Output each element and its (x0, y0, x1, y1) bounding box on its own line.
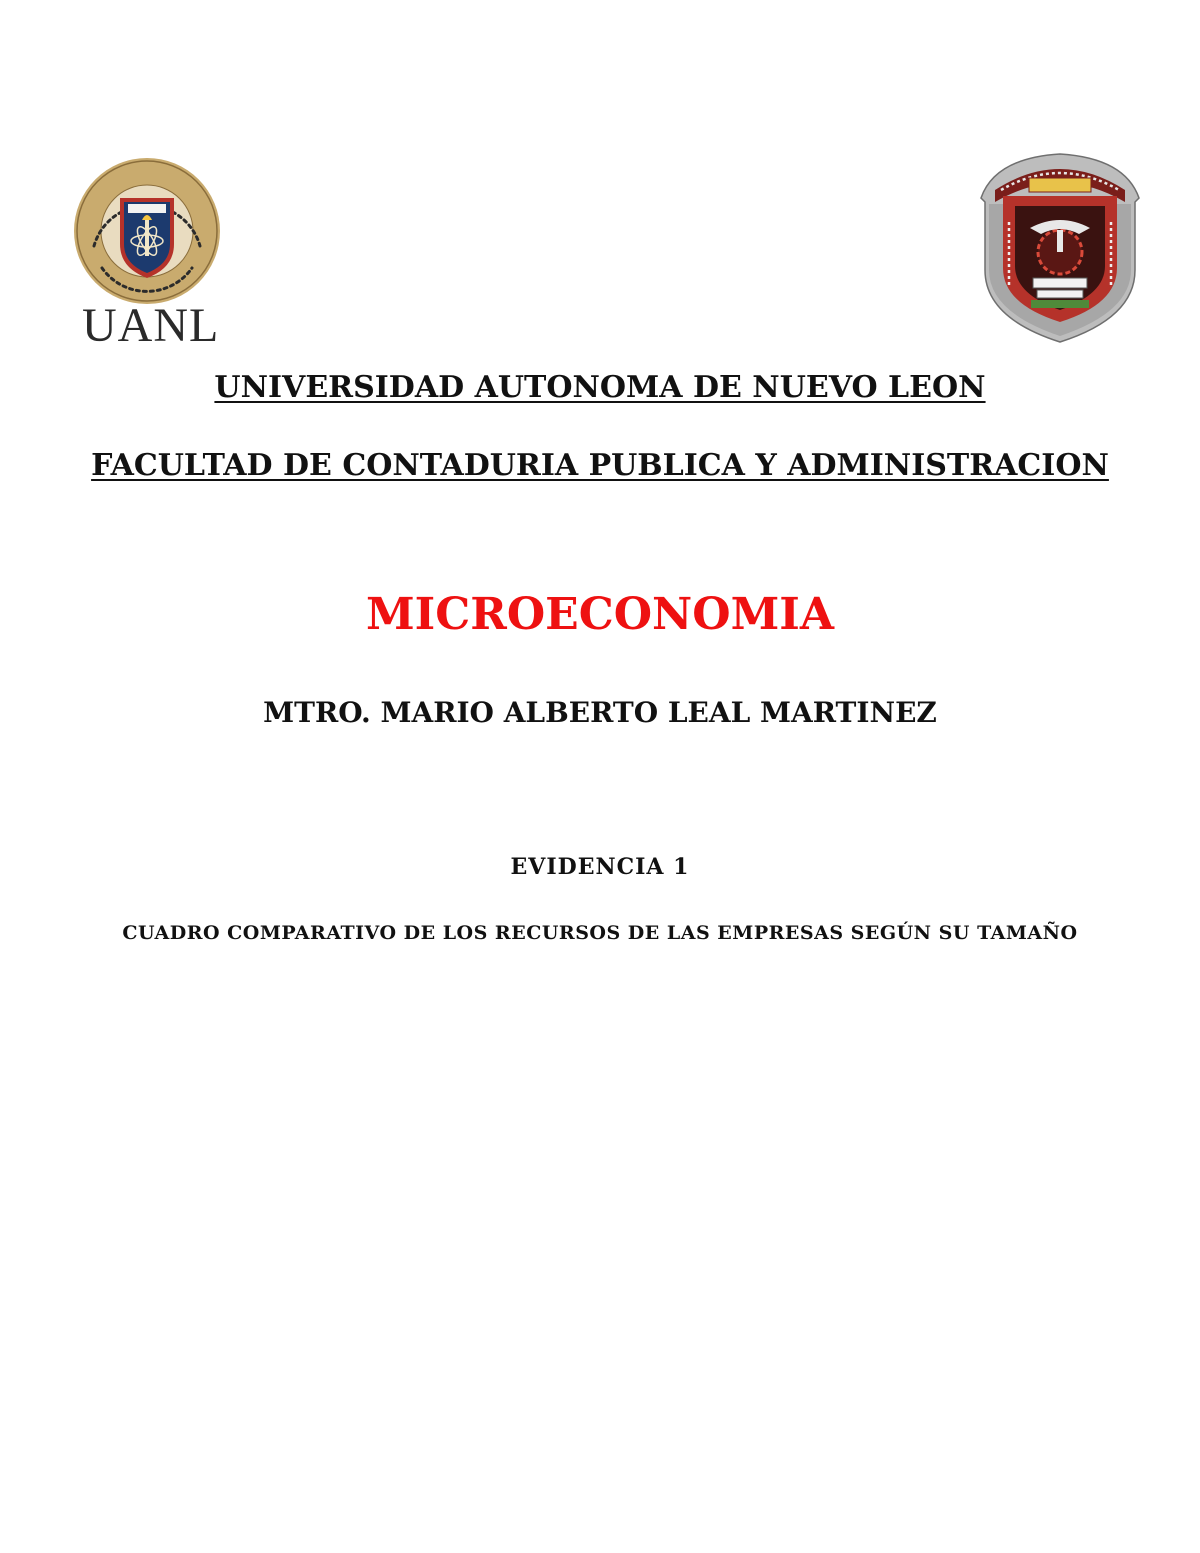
subject-title: MICROECONOMIA (365, 589, 835, 640)
teacher-name: MTRO. MARIO ALBERTO LEAL MARTINEZ (263, 696, 937, 729)
evidence-label: EVIDENCIA 1 (510, 854, 690, 880)
facpya-logo (975, 150, 1145, 345)
university-name: UNIVERSIDAD AUTONOMA DE NUEVO LEON (214, 370, 986, 405)
uanl-wordmark: UANL (82, 299, 220, 352)
assignment-title: CUADRO COMPARATIVO DE LOS RECURSOS DE LAS EMPRESAS SEGÚN SU TAMAÑO (122, 922, 1078, 944)
facpya-crest-icon (975, 150, 1145, 345)
uanl-logo (70, 150, 230, 360)
faculty-name: FACULTAD DE CONTADURIA PUBLICA Y ADMINISTRACION (91, 448, 1109, 483)
uanl-seal-icon (72, 156, 222, 306)
